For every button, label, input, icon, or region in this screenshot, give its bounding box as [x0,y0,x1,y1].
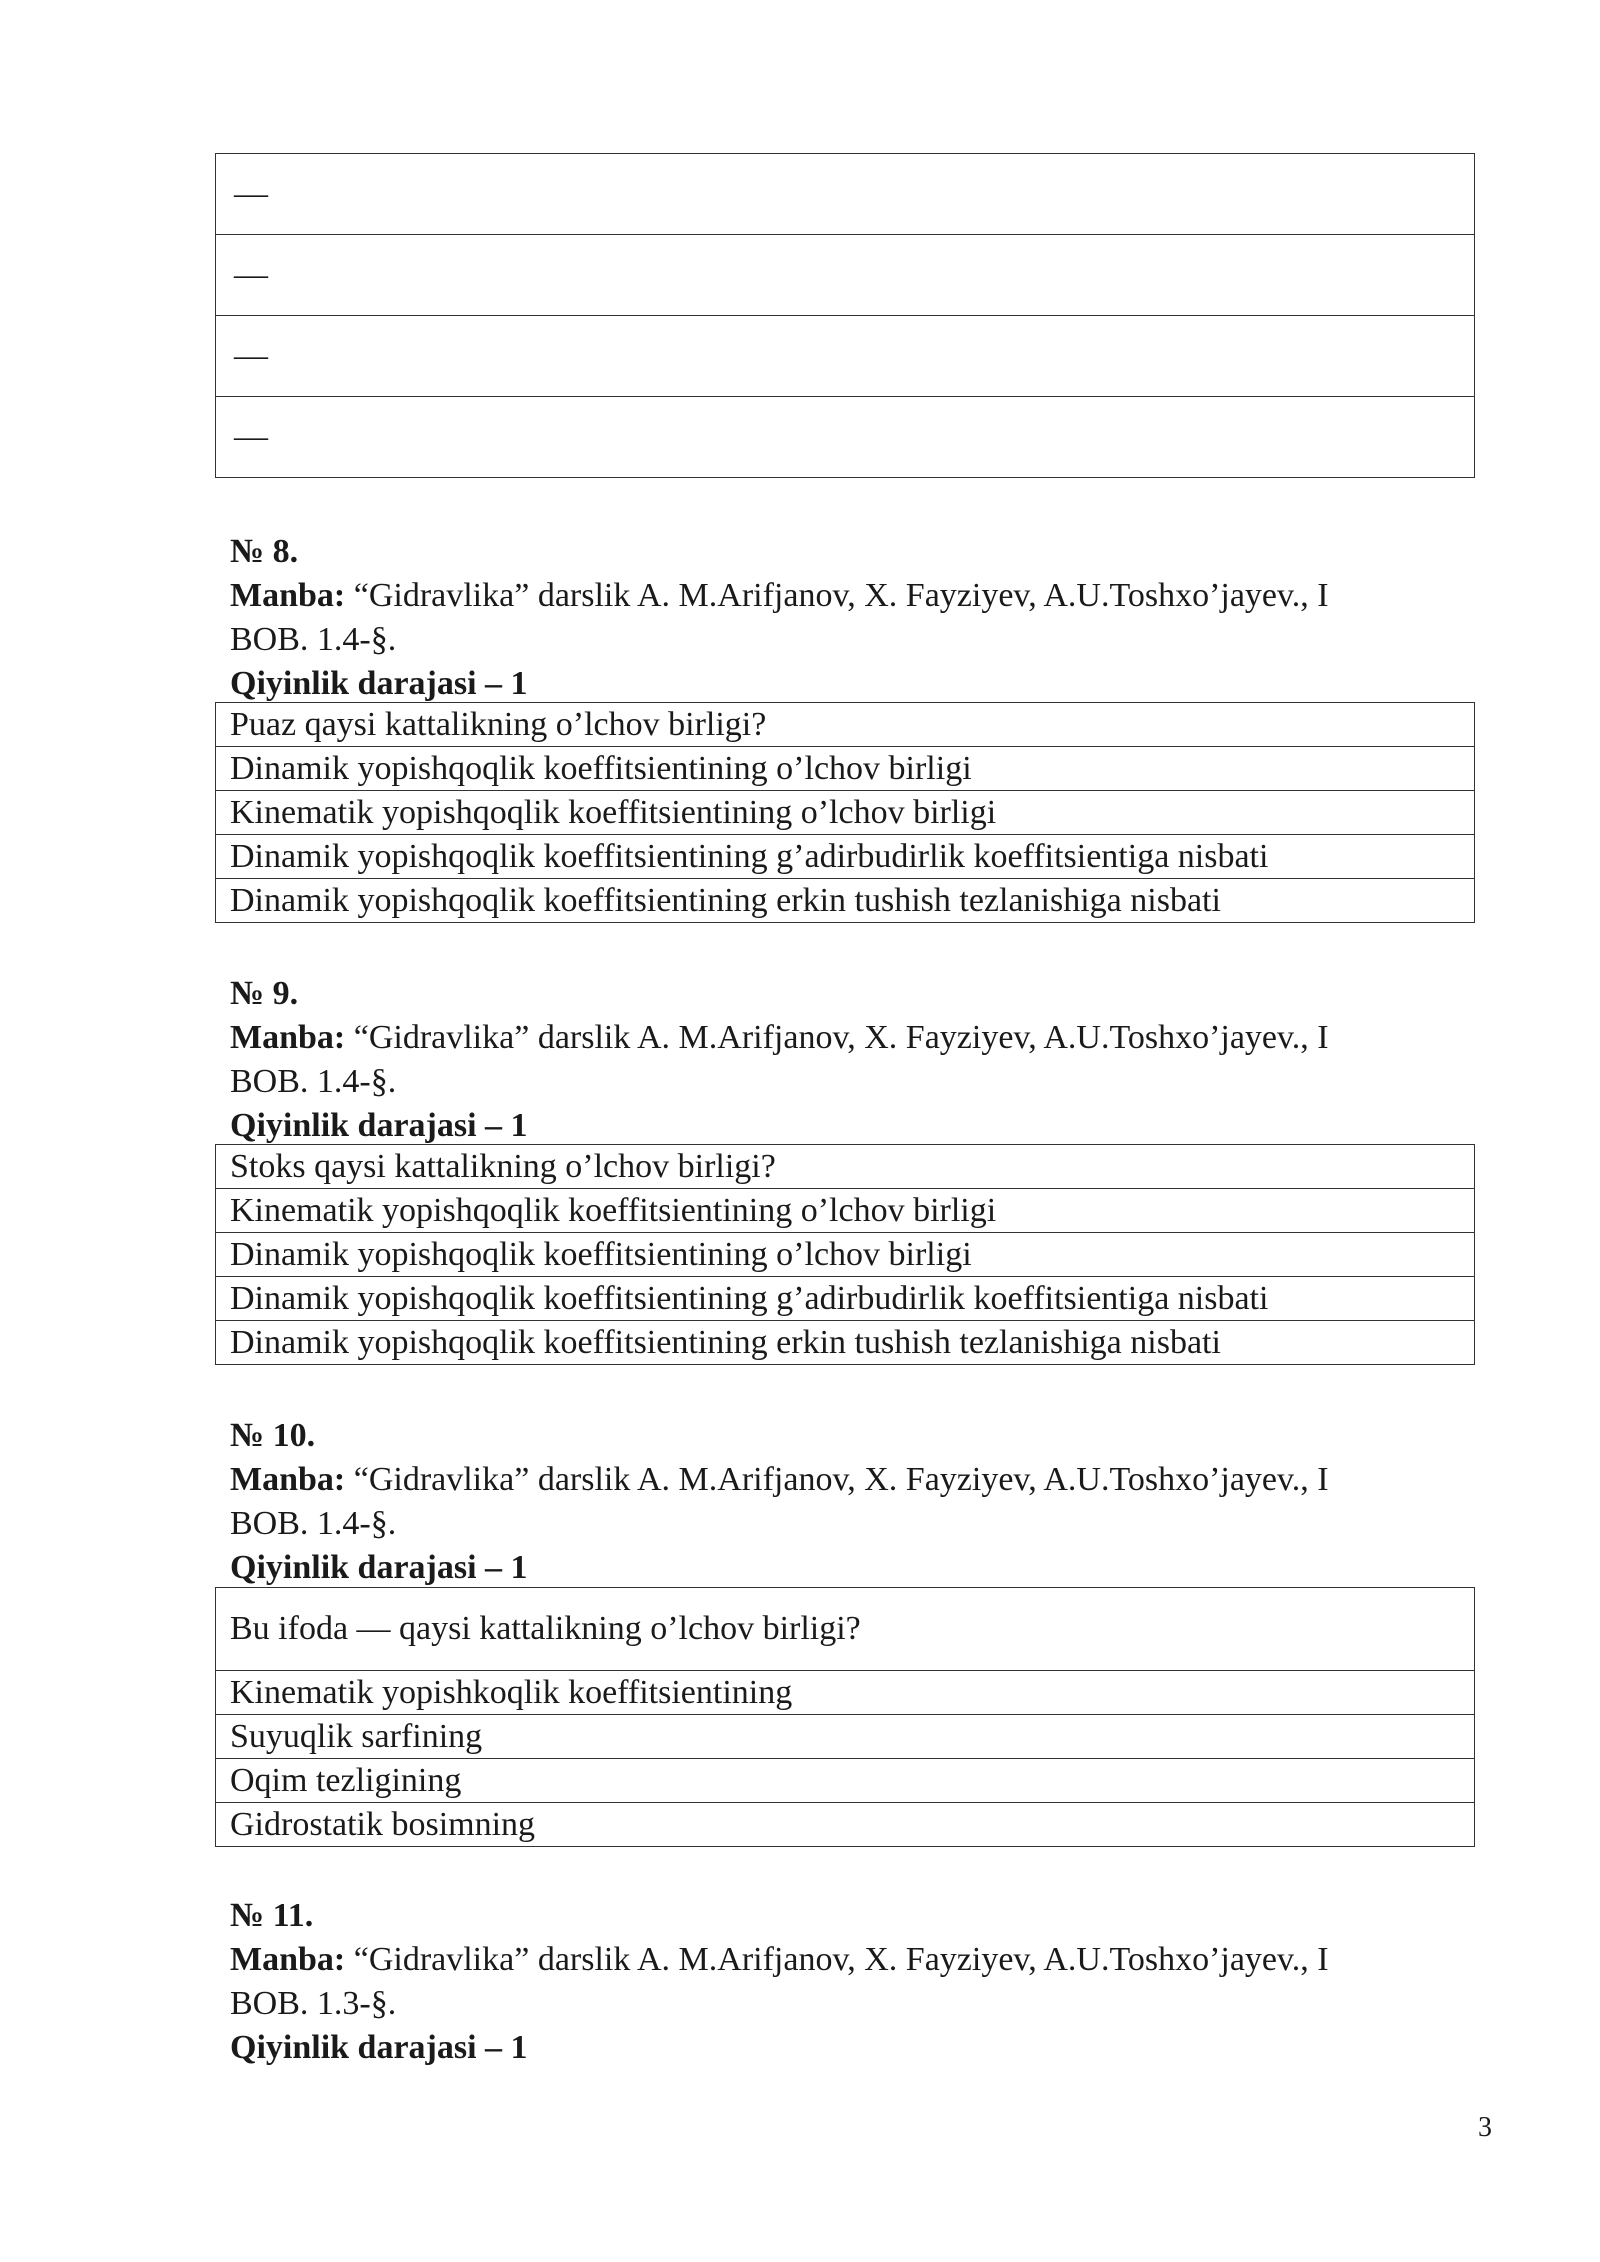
table-row [216,397,1475,478]
difficulty-level: Qiyinlik darajasi – 1 [230,2029,528,2066]
table-row [216,1715,1475,1759]
table-row [216,835,1475,879]
question-text: Puaz qaysi kattalikning o’lchov birligi? [216,703,1475,747]
source-text-cont: BOB. 1.3-§. [230,1985,397,2022]
source-text: “Gidravlika” darslik A. M.Arifjanov, X. Fayziyev, A.U.Toshxo’jayev., I [353,577,1329,614]
answer-table-previous [215,153,1475,478]
difficulty-level: Qiyinlik darajasi – 1 [230,665,528,702]
answer-option: Dinamik yopishqoqlik koeffitsientining g’adirbudirlik koeffitsientiga nisbati [216,1277,1475,1321]
source-label: Manba: [230,577,346,614]
table-row [216,154,1475,235]
question-number: № 9. [230,975,299,1012]
source-text: “Gidravlika” darslik A. M.Arifjanov, X. Fayziyev, A.U.Toshxo’jayev., I [353,1941,1329,1978]
table-row [216,1321,1475,1365]
source-text-cont: BOB. 1.4-§. [230,1505,397,1542]
answer-option: Dinamik yopishqoqlik koeffitsientining o’lchov birligi [216,747,1475,791]
question-source [230,1938,1480,1982]
question-8-table [215,702,1475,923]
answer-option: Kinematik yopishqoqlik koeffitsientining o’lchov birligi [216,791,1475,835]
answer-option: Dinamik yopishqoqlik koeffitsientining erkin tushish tezlanishiga nisbati [216,1321,1475,1365]
source-label: Manba: [230,1019,346,1056]
table-cell: — [216,235,1475,316]
table-row [216,1803,1475,1847]
answer-option: Suyuqlik sarfining [216,1715,1475,1759]
source-text: “Gidravlika” darslik A. M.Arifjanov, X. Fayziyev, A.U.Toshxo’jayev., I [353,1461,1329,1498]
source-label: Manba: [230,1461,346,1498]
answer-option: Kinematik yopishqoqlik koeffitsientining o’lchov birligi [216,1189,1475,1233]
table-row [216,747,1475,791]
answer-option: Kinematik yopishkoqlik koeffitsientining [216,1671,1475,1715]
source-text: “Gidravlika” darslik A. M.Arifjanov, X. Fayziyev, A.U.Toshxo’jayev., I [353,1019,1329,1056]
table-row [216,1145,1475,1189]
question-10-table [215,1587,1475,1847]
question-8-header [230,530,1480,706]
question-number: № 11. [230,1897,314,1934]
question-source [230,1458,1480,1502]
table-row [216,1189,1475,1233]
question-9-header [230,972,1480,1148]
table-cell: — [216,397,1475,478]
table-cell: — [216,316,1475,397]
source-label: Manba: [230,1941,346,1978]
difficulty-level: Qiyinlik darajasi – 1 [230,1107,528,1144]
question-text: Stoks qaysi kattalikning o’lchov birligi? [216,1145,1475,1189]
question-9-table [215,1144,1475,1365]
table-row [216,1759,1475,1803]
table-row [216,1277,1475,1321]
question-number: № 10. [230,1417,316,1454]
answer-option: Dinamik yopishqoqlik koeffitsientining o’lchov birligi [216,1233,1475,1277]
answer-option: Oqim tezligining [216,1759,1475,1803]
source-text-cont: BOB. 1.4-§. [230,621,397,658]
question-source [230,574,1480,618]
question-10-header [230,1414,1480,1590]
question-source [230,1016,1480,1060]
table-row [216,1588,1475,1671]
difficulty-level: Qiyinlik darajasi – 1 [230,1549,528,1586]
source-text-cont: BOB. 1.4-§. [230,1063,397,1100]
table-row [216,316,1475,397]
question-11-header [230,1894,1480,2070]
answer-option: Dinamik yopishqoqlik koeffitsientining g’adirbudirlik koeffitsientiga nisbati [216,835,1475,879]
question-number: № 8. [230,533,299,570]
answer-option: Gidrostatik bosimning [216,1803,1475,1847]
question-text: Bu ifoda — qaysi kattalikning o’lchov birligi? [216,1588,1475,1671]
table-row [216,791,1475,835]
table-row [216,879,1475,923]
table-row [216,1671,1475,1715]
table-row [216,1233,1475,1277]
table-row [216,235,1475,316]
table-cell: — [216,154,1475,235]
page-number: 3 [1478,2112,1492,2143]
table-row [216,703,1475,747]
answer-option: Dinamik yopishqoqlik koeffitsientining erkin tushish tezlanishiga nisbati [216,879,1475,923]
